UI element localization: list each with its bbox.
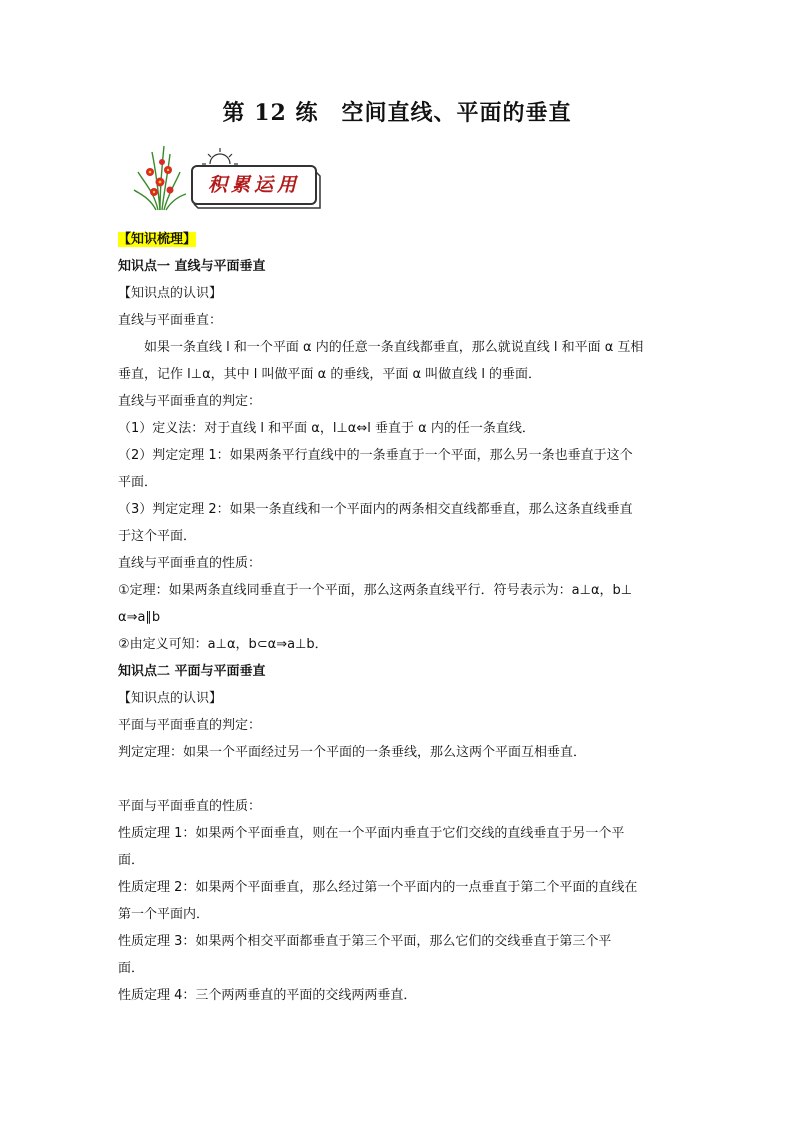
paragraph: 性质定理 4：三个两两垂直的平面的交线两两垂直． xyxy=(118,988,417,1003)
paragraph: 垂直，记作 l⊥α，其中 l 叫做平面 α 的垂线，平面 α 叫做直线 l 的垂面． xyxy=(118,367,542,382)
subheading: 【知识点的认识】 xyxy=(118,286,223,301)
banner-label: 积累运用 xyxy=(207,174,300,196)
paragraph: （3）判定定理 2：如果一条直线和一个平面内的两条相交直线都垂直，那么这条直线垂直 xyxy=(118,502,633,517)
paragraph: 性质定理 1：如果两个平面垂直，则在一个平面内垂直于它们交线的直线垂直于另一个平 xyxy=(118,826,625,841)
spacer xyxy=(118,766,678,793)
section-heading xyxy=(118,226,678,253)
paragraph: 面． xyxy=(118,961,145,976)
paragraph: 第一个平面内． xyxy=(118,907,210,922)
paragraph: 直线与平面垂直的性质： xyxy=(118,556,262,571)
paragraph: （1）定义法：对于直线 l 和平面 α，l⊥α⇔l 垂直于 α 内的任一条直线． xyxy=(118,421,535,436)
paragraph: 面． xyxy=(118,853,145,868)
knowledge-point-heading: 知识点二 平面与平面垂直 xyxy=(118,664,266,679)
subheading: 【知识点的认识】 xyxy=(118,691,223,706)
paragraph: 于这个平面． xyxy=(118,529,197,544)
knowledge-point-heading: 知识点一 直线与平面垂直 xyxy=(118,259,266,274)
paragraph: 平面与平面垂直的性质： xyxy=(118,799,262,814)
paragraph: 判定定理：如果一个平面经过另一个平面的一条垂线，那么这两个平面互相垂直． xyxy=(118,745,587,760)
paragraph: 如果一条直线 l 和一个平面 α 内的任意一条直线都垂直，那么就说直线 l 和平面 α 互相 xyxy=(144,340,644,355)
paragraph: α⇒a∥b xyxy=(118,610,161,625)
paragraph: 平面． xyxy=(118,475,158,490)
paragraph: 性质定理 3：如果两个相交平面都垂直于第三个平面，那么它们的交线垂直于第三个平 xyxy=(118,934,612,949)
paragraph: 性质定理 2：如果两个平面垂直，那么经过第一个平面内的一点垂直于第二个平面的直线在 xyxy=(118,880,638,895)
paragraph: 直线与平面垂直： xyxy=(118,313,223,328)
knowledge-summary-tag: 【知识梳理】 xyxy=(118,232,197,247)
paragraph: 直线与平面垂直的判定： xyxy=(118,394,262,409)
paragraph: 平面与平面垂直的判定： xyxy=(118,718,262,733)
paragraph: ②由定义可知：a⊥α，b⊂α⇒a⊥b． xyxy=(118,637,328,652)
document-body xyxy=(118,226,678,1009)
paragraph: ①定理：如果两条直线同垂直于一个平面，那么这两条直线平行．符号表示为：a⊥α，b⊥ xyxy=(118,583,633,598)
paragraph: （2）判定定理 1：如果两条平行直线中的一条垂直于一个平面，那么另一条也垂直于这个 xyxy=(118,448,633,463)
section-banner xyxy=(130,142,330,214)
page-title: 第 12 练 空间直线、平面的垂直 xyxy=(222,100,572,126)
